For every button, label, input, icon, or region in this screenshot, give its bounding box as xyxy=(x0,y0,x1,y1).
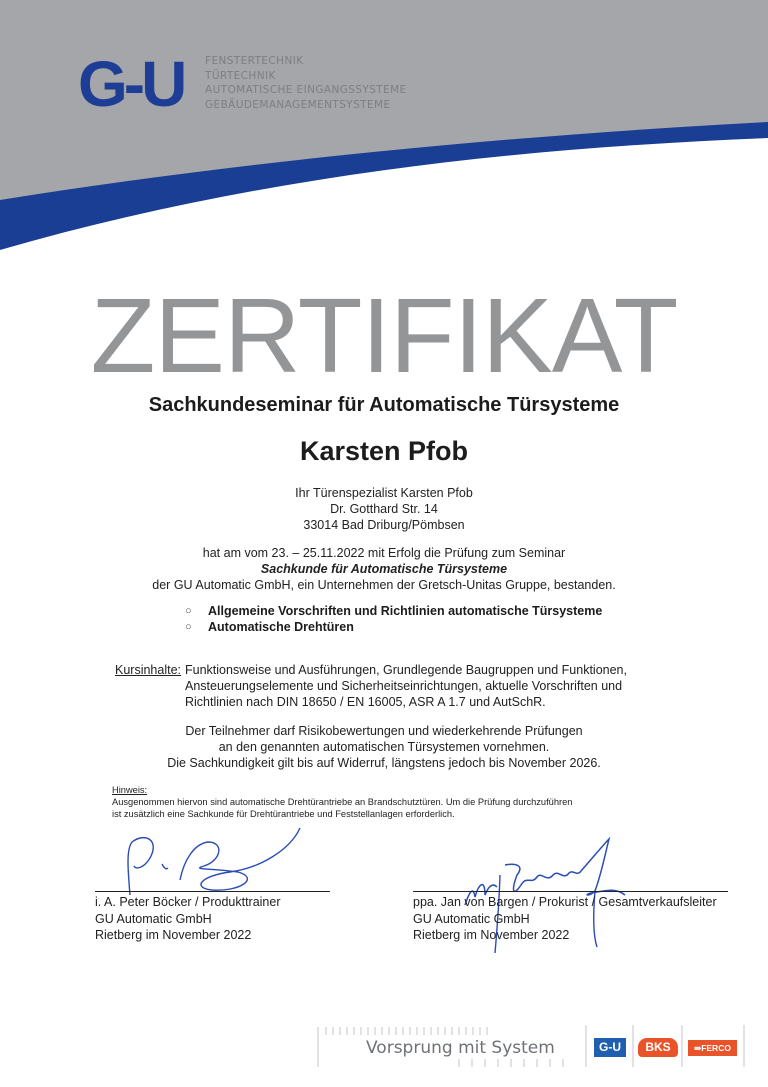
header-band xyxy=(0,0,768,260)
course-contents-text xyxy=(185,662,705,710)
address-line: 33014 Bad Driburg/Pömbsen xyxy=(303,518,465,532)
module-item xyxy=(185,603,602,619)
signer-company: GU Automatic GmbH xyxy=(95,911,212,926)
company-tagline xyxy=(205,54,407,112)
signature-block-left xyxy=(95,894,281,944)
signer-name: i. A. Peter Böcker / Produkttrainer xyxy=(95,895,281,909)
authorization-line: Die Sachkundigkeit gilt bis auf Widerruf, längstens jedoch bis November 2026. xyxy=(167,756,601,770)
signature-block-right xyxy=(413,894,717,944)
note-section xyxy=(112,784,672,820)
authorization-line: Der Teilnehmer darf Risikobewertungen und wiederkehrende Prüfungen xyxy=(185,724,583,738)
module-item xyxy=(185,619,602,635)
course-contents-line: Ansteuerungselemente und Sicherheitseinrichtungen, aktuelle Vorschriften und xyxy=(185,679,623,693)
module-label: Automatische Drehtüren xyxy=(208,620,354,634)
certificate-title: ZERTIFIKAT xyxy=(90,277,678,395)
address-line: Dr. Gotthard Str. 14 xyxy=(330,502,438,516)
exam-course: Sachkunde für Automatische Türsysteme xyxy=(260,562,508,576)
certificate-subtitle: Sachkundeseminar für Automatische Türsysteme xyxy=(148,394,620,416)
exam-line: hat am vom 23. – 25.11.2022 mit Erfolg die Prüfung zum Seminar xyxy=(202,546,566,560)
exam-line: der GU Automatic GmbH, ein Unternehmen der Gretsch-Unitas Gruppe, bestanden. xyxy=(152,578,616,592)
course-contents xyxy=(115,662,705,710)
address-line: Ihr Türenspezialist Karsten Pfob xyxy=(295,486,473,500)
footer-slogan: Vorsprung mit System xyxy=(366,1038,555,1058)
note-label: Hinweis: xyxy=(112,785,148,795)
gu-logo: G-U xyxy=(78,48,184,120)
gu-brand-logo: G-U xyxy=(594,1038,626,1057)
recipient-address xyxy=(0,485,768,533)
module-list xyxy=(185,603,602,635)
tagline-line: AUTOMATISCHE EINGANGSSYSTEME xyxy=(205,84,407,96)
signer-place-date: Rietberg im November 2022 xyxy=(413,928,570,942)
signer-place-date: Rietberg im November 2022 xyxy=(95,928,252,942)
bks-brand-logo: BKS xyxy=(638,1038,678,1057)
module-label: Allgemeine Vorschriften und Richtlinien automatische Türsysteme xyxy=(208,604,603,618)
signature-line xyxy=(413,891,728,892)
signer-name: ppa. Jan von Bargen / Prokurist / Gesamtverkaufsleiter xyxy=(413,895,717,909)
ferco-brand-logo xyxy=(688,1040,737,1056)
signer-company: GU Automatic GmbH xyxy=(413,911,530,926)
tagline-line: TÜRTECHNIK xyxy=(205,69,276,82)
note-line: Ausgenommen hiervon sind automatische Drehtürantriebe an Brandschutztüren. Um die Prüfung durchzuführen xyxy=(112,797,573,807)
course-contents-line: Funktionsweise und Ausführungen, Grundlegende Baugruppen und Funktionen, xyxy=(185,663,627,677)
signature-left-icon xyxy=(100,820,320,900)
ferco-label: FERCO xyxy=(701,1043,731,1053)
course-contents-line: Richtlinien nach DIN 18650 / EN 16005, ASR A 1.7 und AutSchR. xyxy=(185,695,546,709)
authorization-statement xyxy=(0,723,768,771)
tagline-line: FENSTERTECHNIK xyxy=(205,55,304,67)
signature-line xyxy=(95,891,330,892)
ferco-arrow-icon: ⇛ xyxy=(694,1043,702,1053)
authorization-line: an den genannten automatischen Türsystemen vornehmen. xyxy=(218,740,550,754)
circle-bullet-icon: ○ xyxy=(185,621,192,633)
circle-bullet-icon: ○ xyxy=(185,605,192,617)
recipient-name: Karsten Pfob xyxy=(299,436,469,466)
course-contents-label: Kursinhalte: xyxy=(115,663,182,677)
exam-statement xyxy=(0,545,768,593)
note-line: ist zusätzlich eine Sachkunde für Drehtürantriebe und Feststellanlagen erforderlich. xyxy=(112,809,455,819)
tagline-line: GEBÄUDEMANAGEMENTSYSTEME xyxy=(205,98,391,111)
